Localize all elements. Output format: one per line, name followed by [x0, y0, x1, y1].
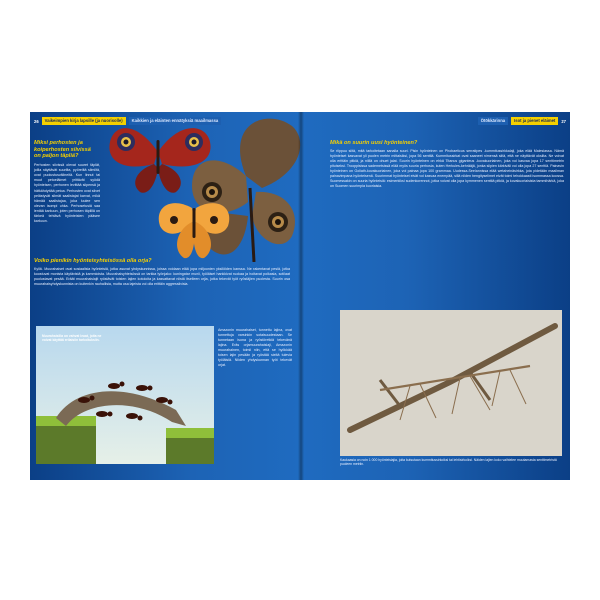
- question-largest: [330, 140, 564, 189]
- stick-insect-caption: Kaukaasia on noin 1 000 hyönteislajia, joita kutsutaan kummitussirkoiksi tai lehtisirkoiksi. Näiden lajien koko vaihtelee muutamasta senttimetristä puoleen metriin.: [340, 458, 557, 467]
- question-slaves: [34, 258, 290, 287]
- stick-insect-photo: [340, 310, 562, 456]
- header-subsection-left: Kaikkien ja eläinten ennätyksiä maailmassa: [129, 117, 222, 125]
- ants-side-paragraph: Amazonin muurahaiset, tunnettu lajina, ovat tunnettuja varsinkin sotaisuudestaan. Se tunnetaan isona ja ryöstöretkiä tekevänä lajina. Eräs orjamuurahaislaji, Amazonin muurahainen, toimii niin, että se hyökkää toisen lajin pesään ja ryöstää sieltä tulevia työläisiä. Niiden yhdyskunnan työt tekevät orjat.: [218, 328, 292, 368]
- page-number-right: 27: [561, 118, 566, 124]
- question-spots-text: Perhosten siivissä olevat suuret täplät, joilla näyttävät suurilta, pyöreiltä silmiltä, ovat puolustusvälineitä. Kun linnut tai muut petoeläimet yrittävät syödä hyönteisen, perhonen levittää siipensä ja hätkähdyttää petoa. Perhosten ovat siivet pelästyvät silmät saalistajat karvat, mikä hämää saalistajaa, joka luulee sen olevan isompi uhka. Perhosetusiä saa lentää karkuun, joten perhosen täplillä on tärkeä tehtävä hyönteisten pääsee karkuun.: [34, 163, 100, 224]
- ants-photo: [36, 326, 214, 464]
- page-gutter: [298, 112, 304, 480]
- header-title-right: Isot ja pienet eläimet: [511, 117, 558, 125]
- question-slaves-text: Kyllä. Muurahaiset ovat sosiaalisia hyönteisiä, jotka asuvat yhdyskunnissa, joissa voidaan elää jopa miljoonien yksilöiden kanssa. Ne rakentavat pesiä, jotka koostuvat monista käytävistä ja kammioista. Muurahaisyhteisössä on tarkka työnjako: kuningatar munii, työläiset hankkivat ruokaa ja hoitavat poikasia, sotilaat puolustavat pesää. Eräät muurahaislajit ryöstävät toisten lajien kotoloita ja kasvattavat niistä itselleen orjia, jotka tekevät työt ryöstäjien puolesta. Suurin osa muurahaisyhdyskunnista on kuitenkin rauhallisia, mutta osa lajeista voi olla erittäin aggressiivisia.: [34, 266, 290, 286]
- page-number-left: 26: [34, 118, 39, 124]
- ants-photo-caption: Muurahaisilla on vahvat leuat, joita ne voivat käyttää erilaisiin tarkoituksiin.: [42, 334, 102, 343]
- header-left: [34, 117, 221, 125]
- ants-side-text: [218, 328, 292, 368]
- header-section-right: Ötökkärinna: [478, 117, 508, 125]
- question-spots: [34, 140, 100, 224]
- question-largest-text: Se riippuu siitä, mitä tarkoitetaan sanalla suuri. Pisin hyönteinen on Phobaeticus serratipes -kummitussirkkalaji, joka elää Malesiassa. Nämä hyönteiset kasvavat yli puolen metrin mittaisiksi, jopa 56 senttiä. Kummitussirkat ovat saaneet nimensä siitä, että ne näyttävät oksilta. Ne voivat olla erittäin pitkiä, ja niillä on ohuet jalat. Suurin hyönteinen on ehkä Titanus giganteus -kovakuoriainen, joka voi kasvaa jopa 17 senttimetrin pituiseksi. Trooppisissa sademetsissä elää myös suuria perhosia, kuten Herkules-kehrääjä, jonka siipien kärkiväli voi olla jopa 27 senttiä. Painavin hyönteinen on Goliath-kovakuoriainen, joka voi painaa jopa 100 grammaa. Uudessa-Seelannissa elää wetaheinäsirkka, jota pidetään maailman painavimpana hyönteisenä. Suurimmat hyönteiset eivät voi kasvaa enempää, sillä niiden hengityselimet eivät toimi tehokkaasti isommassa koossa. Suomessakin on suuria hyönteisiä: esimerkiksi sudenkorennot, jotka voivat olla jopa kymmenen senttiä pitkiä, ja kovakuoriaisista tammihärkä, joka on Suomen suurimpia kuoriaisia.: [330, 148, 564, 189]
- butterflies-illustration: [96, 112, 306, 262]
- book-spread: [30, 112, 570, 480]
- header-section-left: Vaikeimpien kirja lapsille (ja nuorisolle): [42, 117, 126, 125]
- question-slaves-title: Voiko pienikin hyönteisyhteisössä olla orja?: [34, 258, 152, 264]
- question-largest-title: Mikä on suurin uusi hyönteinen?: [330, 140, 418, 146]
- header-right: [478, 117, 566, 125]
- question-spots-title: Miksi perhosten ja koiperhosten siivissä on paljon täpliä?: [34, 140, 91, 160]
